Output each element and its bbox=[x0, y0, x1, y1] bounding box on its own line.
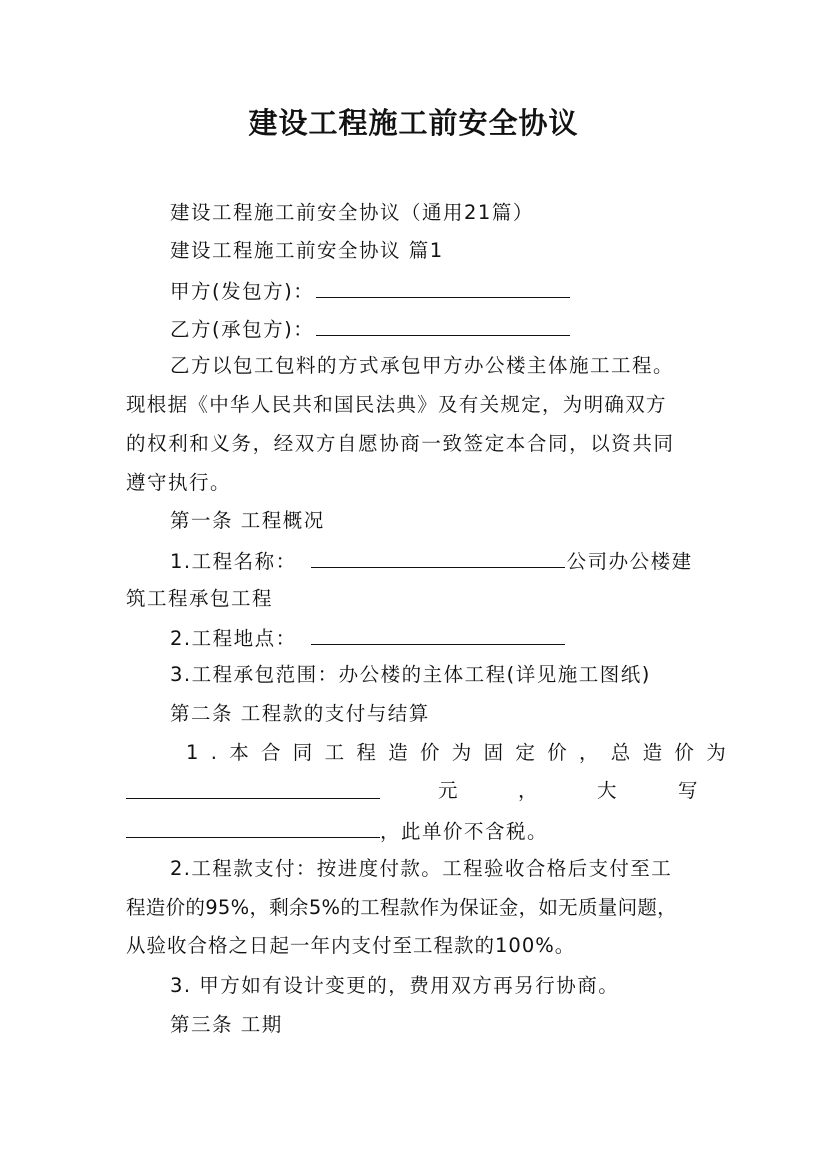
price-daxie-1: 大 bbox=[597, 779, 619, 802]
intro-line: 遵守执行。 bbox=[126, 471, 232, 494]
project-name-label: 1.工程名称： bbox=[170, 550, 297, 573]
party-b-blank bbox=[316, 315, 570, 336]
intro-line: 的权利和义务，经双方自愿协商一致签定本合同，以资共同 bbox=[126, 432, 675, 455]
price-unit: 元 bbox=[438, 779, 460, 802]
project-name-suffix: 公司办公楼建 bbox=[566, 550, 693, 573]
price-comma: ， bbox=[518, 779, 540, 802]
project-location-blank bbox=[311, 624, 565, 645]
party-b-label: 乙方(承包方)： bbox=[170, 318, 315, 341]
article1-item1-cont: 筑工程承包工程 bbox=[126, 587, 274, 610]
document-subtitle: 建设工程施工前安全协议（通用21篇） bbox=[170, 201, 534, 224]
article2-item2-line: 程造价的95%，剩余5%的工程款作为保证金，如无质量问题， bbox=[126, 896, 677, 919]
party-a-line bbox=[170, 277, 572, 305]
article2-item2-line: 从验收合格之日起一年内支付至工程款的100%。 bbox=[126, 934, 576, 957]
party-a-blank bbox=[316, 277, 570, 298]
article1-item3: 3.工程承包范围：办公楼的主体工程(详见施工图纸) bbox=[170, 663, 651, 686]
project-location-label: 2.工程地点： bbox=[170, 627, 297, 650]
tax-note: ，此单价不含税。 bbox=[380, 820, 549, 843]
party-a-label: 甲方(发包方)： bbox=[170, 280, 315, 303]
article3-heading: 第三条 工期 bbox=[170, 1013, 283, 1036]
article2-item3: 3. 甲方如有设计变更的，费用双方再另行协商。 bbox=[170, 974, 620, 997]
article2-heading: 第二条 工程款的支付与结算 bbox=[170, 702, 430, 725]
article2-item2-line: 2.工程款支付：按进度付款。工程验收合格后支付至工 bbox=[170, 857, 673, 880]
party-b-line bbox=[170, 315, 572, 343]
document-title: 建设工程施工前安全协议 bbox=[248, 106, 579, 140]
article1-heading: 第一条 工程概况 bbox=[170, 509, 325, 532]
article2-item1-line1: 1.本合同工程造价为固定价，总造价为 bbox=[186, 741, 739, 764]
article1-item2 bbox=[170, 624, 567, 652]
total-price-blank-line bbox=[126, 778, 380, 806]
section-heading: 建设工程施工前安全协议 篇1 bbox=[170, 239, 444, 262]
total-price-blank bbox=[126, 778, 380, 799]
intro-line: 现根据《中华人民共和国民法典》及有关规定，为明确双方 bbox=[126, 393, 667, 416]
price-daxie-2: 写 bbox=[678, 779, 700, 802]
article1-item1 bbox=[170, 547, 693, 575]
capital-amount-blank bbox=[126, 817, 380, 838]
intro-line: 乙方以包工包料的方式承包甲方办公楼主体施工工程。 bbox=[170, 354, 675, 377]
article2-item1-line3 bbox=[126, 817, 548, 845]
project-name-blank bbox=[311, 547, 565, 568]
